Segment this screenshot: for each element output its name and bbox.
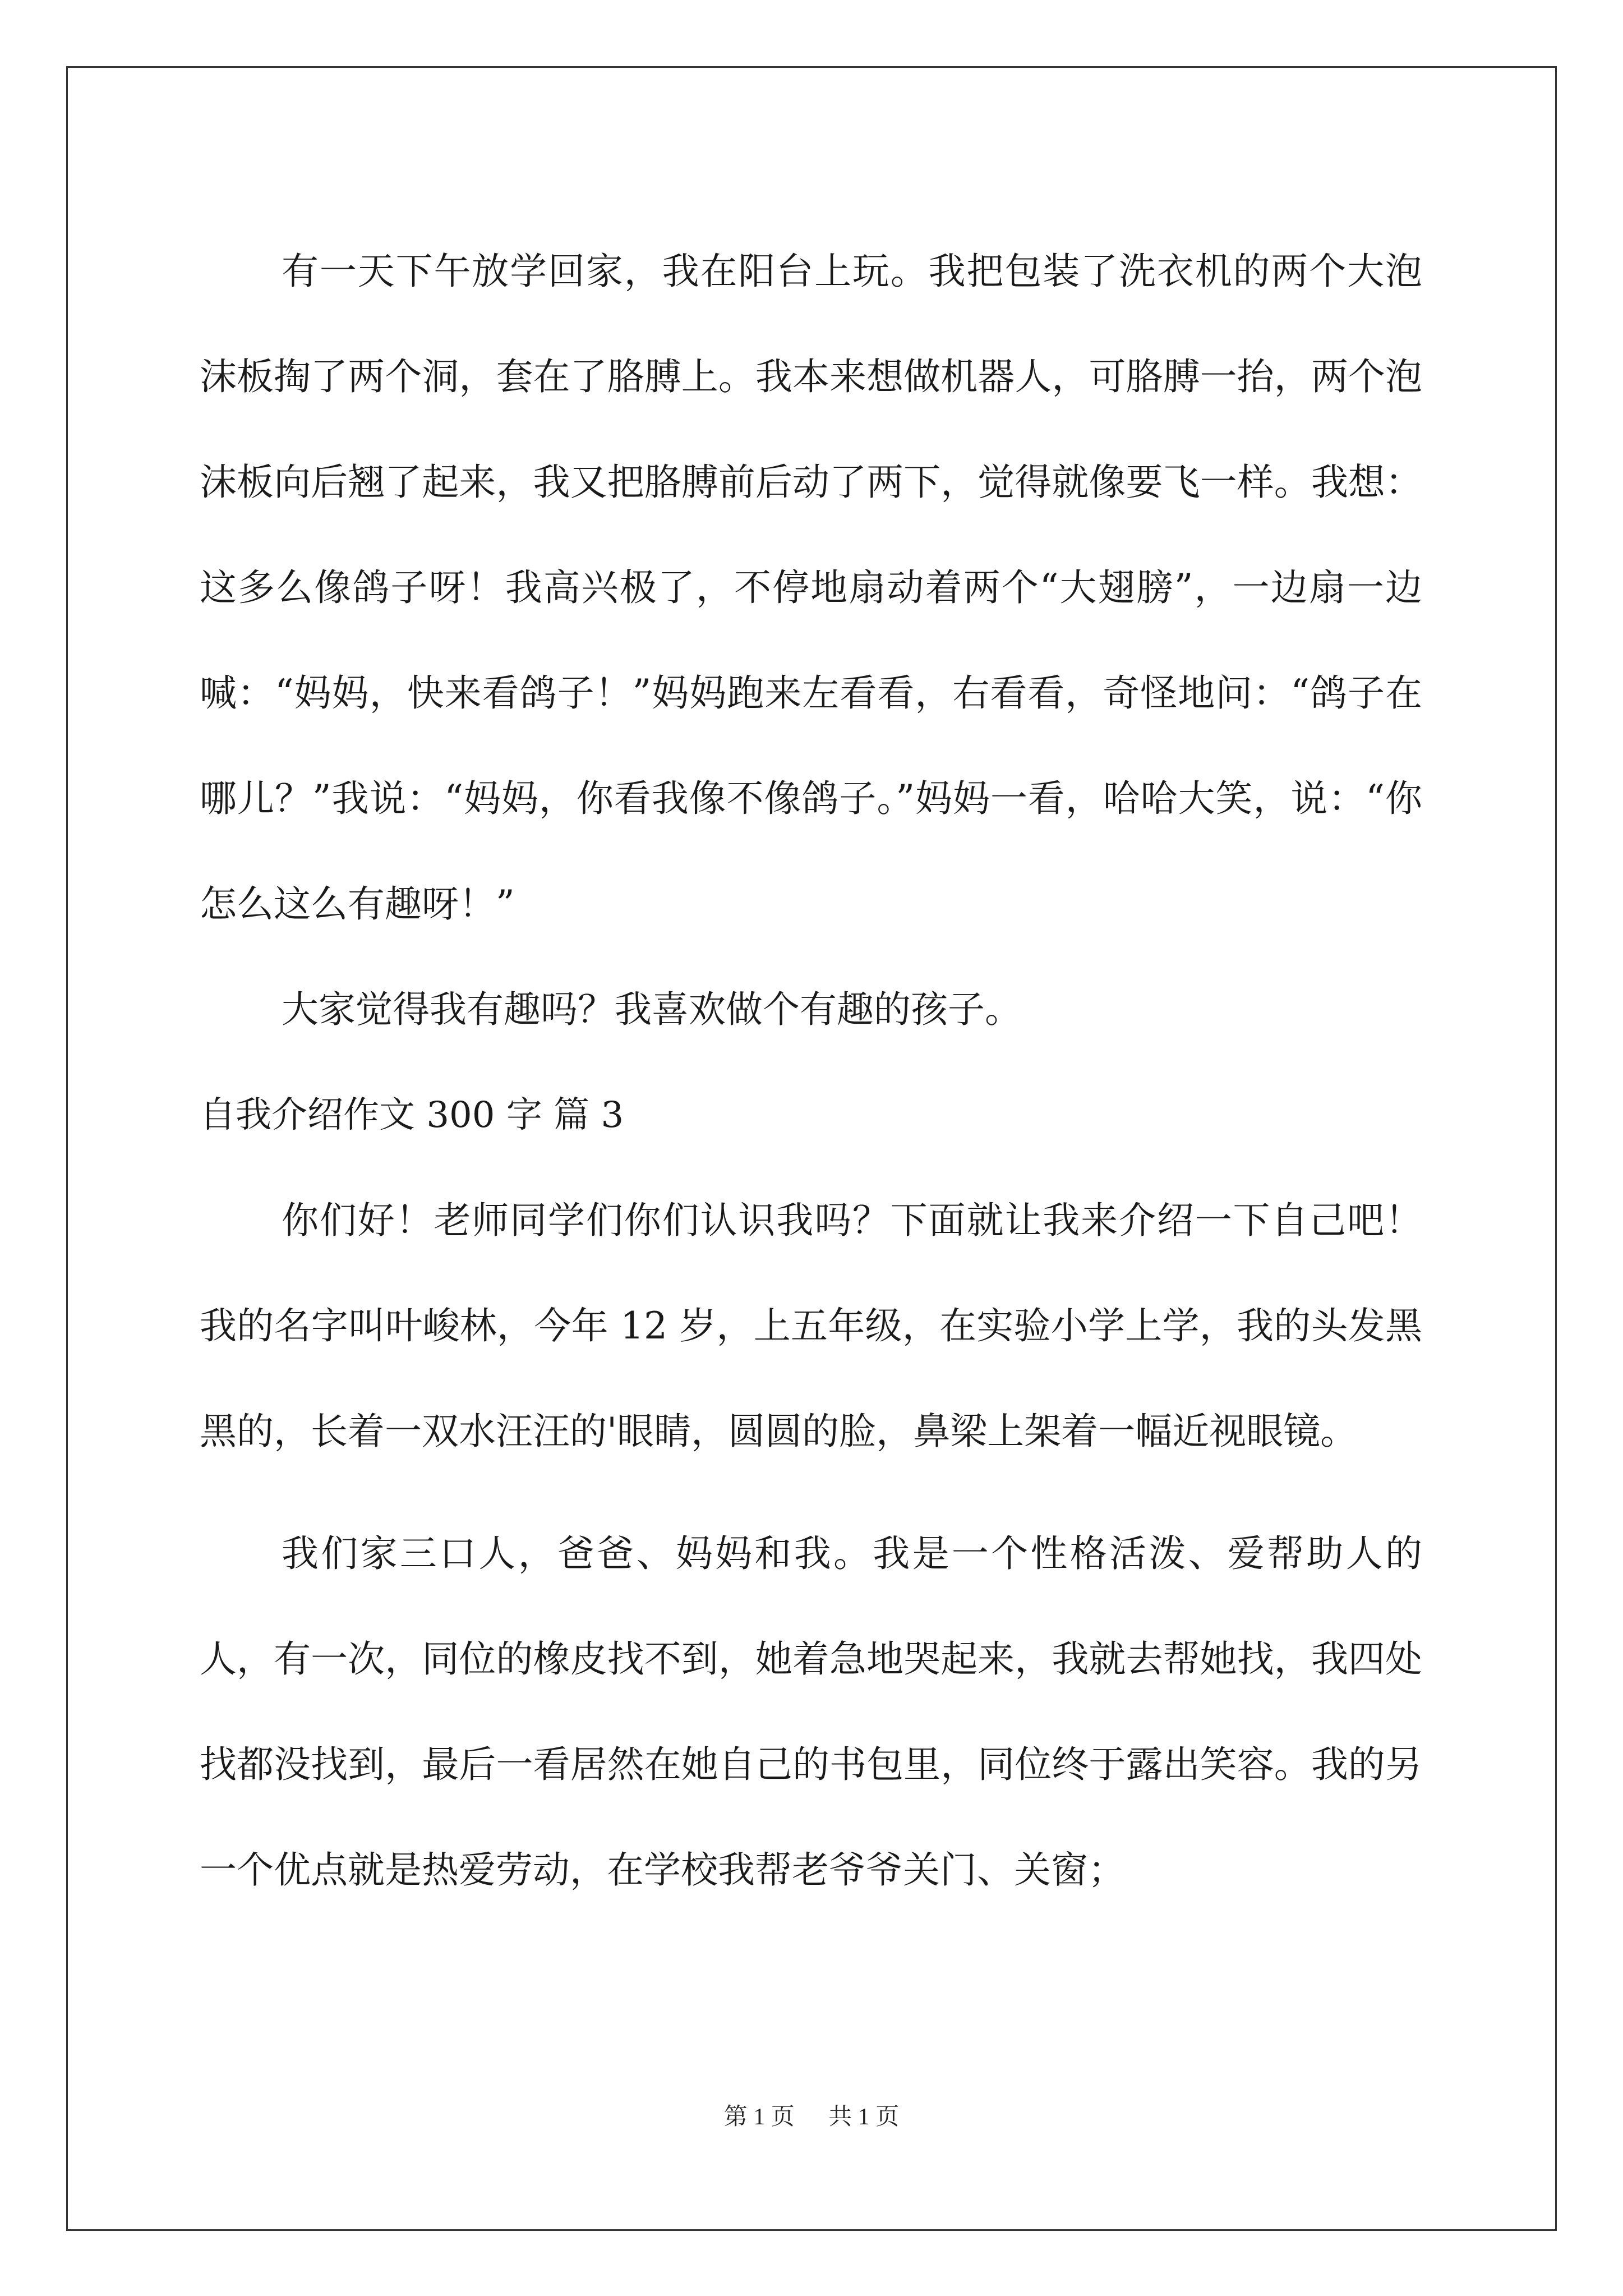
page-number: 第 1 页 [723,2104,795,2130]
page-total: 共 1 页 [828,2104,900,2130]
document-body [200,219,1422,1923]
page-footer [0,2098,1623,2132]
section-heading: 自我介绍作文 300 字 篇 3 [200,1094,624,1136]
paragraph-interesting-child: 大家觉得我有趣吗？我喜欢做个有趣的孩子。 [282,988,1022,1031]
paragraph-family: 我们家三口人，爸爸、妈妈和我。我是一个性格活泼、爱帮助人的人，有一次，同位的橡皮找不到，她着急地哭起来，我就去帮她找，我四处找都没找到，最后一看居然在她自己的书包里，同位终于露出笑容。我的另一个优点就是热爱劳动，在学校我帮老爷爷关门、关窗； [200,1532,1422,1892]
paragraph-self-intro: 你们好！老师同学们你们认识我吗？下面就让我来介绍一下自己吧！我的名字叫叶峻林，今年 12 岁，上五年级，在实验小学上学，我的头发黑黑的，长着一双水汪汪的'眼睛，圆圆的脸，鼻梁上架着一幅近视眼镜。 [200,1199,1422,1453]
paragraph-pigeon-story: 有一天下午放学回家，我在阳台上玩。我把包装了洗衣机的两个大泡沫板掏了两个洞，套在了胳膊上。我本来想做机器人，可胳膊一抬，两个泡沫板向后翘了起来，我又把胳膊前后动了两下，觉得就像要飞一样。我想：这多么像鸽子呀！我高兴极了，不停地扇动着两个“大翅膀”，一边扇一边喊：“妈妈，快来看鸽子！”妈妈跑来左看看，右看看，奇怪地问：“鸽子在哪儿？”我说：“妈妈，你看我像不像鸽子。”妈妈一看，哈哈大笑，说：“你怎么这么有趣呀！” [200,250,1422,926]
